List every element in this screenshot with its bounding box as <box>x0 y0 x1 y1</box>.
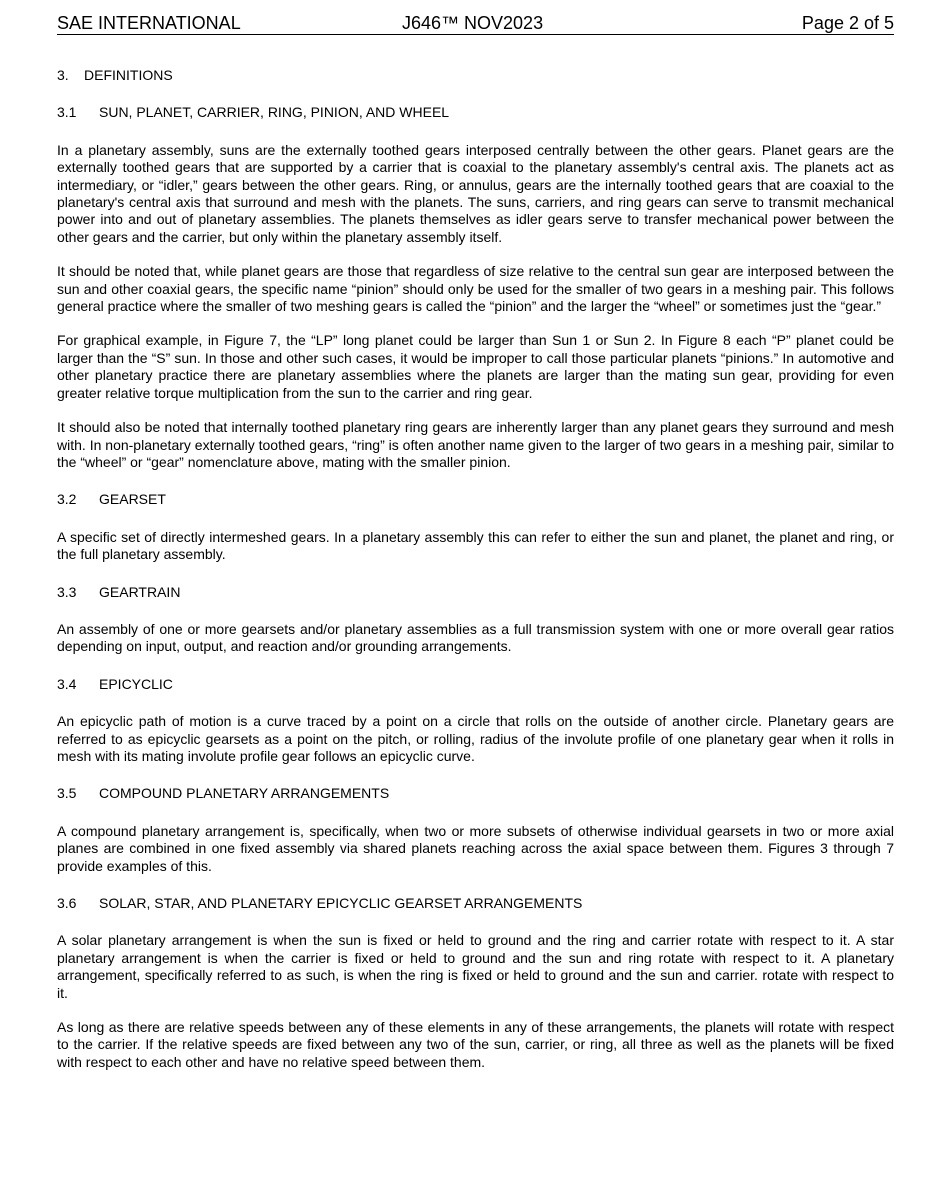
paragraph-3-1-d: It should also be noted that internally toothed planetary ring gears are inherently larger than any planet gears they surround and mesh with. In non-planetary externally toothed gears, “ring” is often another name given to the larger of two gears in a meshing pair, similar to the “wheel” or “gear” nomenclature above, mating with the smaller pinion. <box>57 419 894 470</box>
subsection-number: 3.3 <box>57 583 77 600</box>
subsection-heading-3-3 <box>57 584 894 601</box>
header-page-number: Page 2 of 5 <box>801 13 894 33</box>
paragraph-3-3: An assembly of one or more gearsets and/or planetary assemblies as a full transmission system with one or more overall gear ratios depending on input, output, and reaction and/or grounding arrangements. <box>57 620 894 655</box>
subsection-title: GEARTRAIN <box>99 583 181 600</box>
paragraph-3-6-a: A solar planetary arrangement is when the sun is fixed or held to ground and the ring and carrier rotate with respect to it. A star planetary arrangement is when the carrier is fixed or held to ground and the sun and ring rotate with respect to it. A planetary arrangement, specifically referred to as such, is when the ring is fixed or held to ground and the sun and carrier. rotate with respect to it. <box>57 932 894 1001</box>
header-doc-id: J646™ NOV2023 <box>402 13 544 33</box>
subsection-heading-3-1 <box>57 104 894 121</box>
subsection-title: COMPOUND PLANETARY ARRANGEMENTS <box>99 785 390 802</box>
header-org: SAE INTERNATIONAL <box>57 13 241 33</box>
page-body <box>57 67 894 1071</box>
subsection-number: 3.6 <box>57 895 77 911</box>
paragraph-3-5: A compound planetary arrangement is, specifically, when two or more subsets of otherwise individual gearsets in two or more axial planes are combined in one fixed assembly via shared planets reaching across the axial space between them. Figures 3 through 7 provide examples of this. <box>57 822 894 874</box>
subsection-title: SUN, PLANET, CARRIER, RING, PINION, AND WHEEL <box>99 104 450 121</box>
section-title: DEFINITIONS <box>84 67 173 83</box>
paragraph-3-1-b: It should be noted that, while planet gears are those that regardless of size relative to the central sun gear are interposed between the sun and other coaxial gears, the specific name “pinion” should only be used for the smaller of two gears in a meshing pair. This follows general practice where the smaller of two meshing gears is called the “pinion” and the larger the “wheel” or sometimes just the “gear.” <box>57 263 894 315</box>
section-number: 3. <box>57 67 69 83</box>
subsection-number: 3.4 <box>57 675 77 692</box>
subsection-heading-3-2 <box>57 491 894 508</box>
paragraph-3-2: A specific set of directly intermeshed gears. In a planetary assembly this can refer to either the sun and planet, the planet and ring, or the full planetary assembly. <box>57 528 894 563</box>
subsection-title: SOLAR, STAR, AND PLANETARY EPICYCLIC GEARSET ARRANGEMENTS <box>99 895 583 911</box>
subsection-title: GEARSET <box>99 491 166 508</box>
subsection-heading-3-5 <box>57 785 894 802</box>
paragraph-3-6-b: As long as there are relative speeds between any of these elements in any of these arrangements, the planets will rotate with respect to the carrier. If the relative speeds are fixed between any two of the sun, carrier, or ring, all three as well as the planets will be fixed with respect to each other and have no relative speed between them. <box>57 1019 894 1070</box>
subsection-heading-3-4 <box>57 676 894 693</box>
subsection-number: 3.2 <box>57 491 77 508</box>
subsection-number: 3.1 <box>57 104 77 121</box>
subsection-title: EPICYCLIC <box>99 675 173 692</box>
paragraph-3-1-c: For graphical example, in Figure 7, the “LP” long planet could be larger than Sun 1 or Sun 2. In Figure 8 each “P” planet could be larger than the “S” sun. In those and other such cases, it would be improper to call those particular planets “pinions.” In automotive and other planetary practice there are planetary assemblies where the planets are larger than the mating sun gear, providing for even greater relative torque multiplication from the sun to the carrier and ring gear. <box>57 332 894 401</box>
page-header <box>57 12 894 35</box>
paragraph-3-4: An epicyclic path of motion is a curve traced by a point on a circle that rolls on the outside of another circle. Planetary gears are referred to as epicyclic gearsets as a point on the pitch, or rolling, radius of the involute profile of one planetary gear when it rolls in mesh with its mating involute profile gear follows an epicyclic curve. <box>57 713 894 764</box>
section-heading-definitions <box>57 67 894 84</box>
subsection-heading-3-6 <box>57 895 894 912</box>
subsection-number: 3.5 <box>57 785 77 802</box>
paragraph-3-1-a: In a planetary assembly, suns are the externally toothed gears interposed centrally between the other gears. Planet gears are the externally toothed gears that are supported by a carrier that is coaxial to the planetary assembly's central axis. The planets act as intermediary, or “idler,” gears between the other gears. Ring, or annulus, gears are the internally toothed gears that are coaxial to the planetary's central axis that surround and mesh with the planets. The suns, carriers, and ring gears can serve to transmit mechanical power into and out of planetary assemblies. The planets themselves as idler gears serve to transfer mechanical power between the other gears and the carrier, but only within the planetary assembly itself. <box>57 141 894 245</box>
